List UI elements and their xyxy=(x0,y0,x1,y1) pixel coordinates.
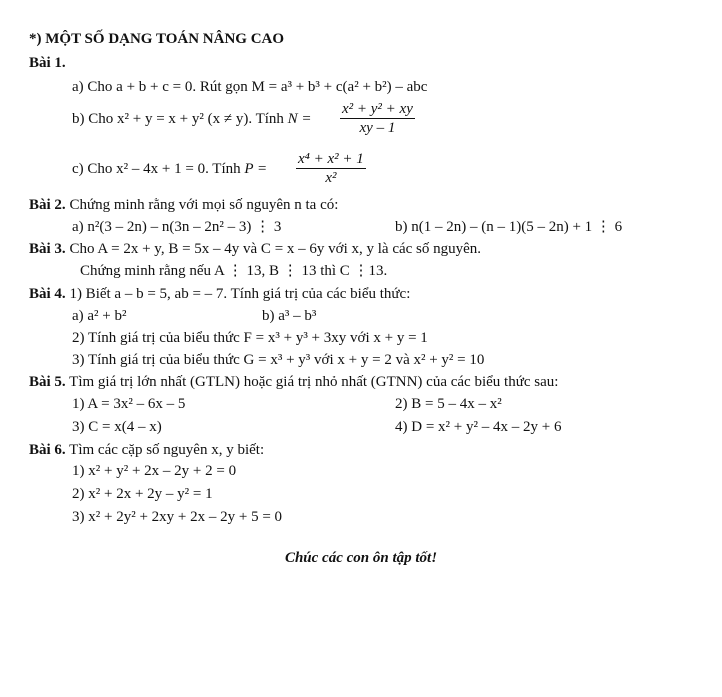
bai2-intro xyxy=(29,196,338,214)
fraction-p-numerator: x⁴ + x² + 1 xyxy=(298,151,364,167)
bai5-q3: 3) C = x(4 – x) xyxy=(72,419,162,435)
bai2-part-a: a) n²(3 – 2n) – n(3n – 2n² – 3) ⋮ 3 xyxy=(72,219,282,235)
bai6-q3: 3) x² + 2y² + 2xy + 2x – 2y + 5 = 0 xyxy=(72,509,283,525)
bai4-text: 1) Biết a – b = 5, ab = – 7. Tính giá trị của các biểu thức: xyxy=(69,286,411,302)
bai1-part-b-text: b) Cho x² + y = x + y² (x ≠ y). Tính xyxy=(72,111,284,127)
bai4-title: Bài 4. xyxy=(29,286,66,302)
bai5-q2: 2) B = 5 – 4x – x² xyxy=(395,396,502,412)
bai5-text: Tìm giá trị lớn nhất (GTLN) hoặc giá trị nhỏ nhất (GTNN) của các biểu thức sau: xyxy=(69,374,559,390)
bai2-text: Chứng minh rằng với mọi số nguyên n ta có: xyxy=(69,197,339,213)
bai3-text2: Chứng minh rằng nếu A ⋮ 13, B ⋮ 13 thì C ⋮13. xyxy=(80,263,388,279)
bai5-title: Bài 5. xyxy=(29,374,66,390)
bai2-part-b: b) n(1 – 2n) – (n – 1)(5 – 2n) + 1 ⋮ 6 xyxy=(395,219,623,235)
bai2-title: Bài 2. xyxy=(29,197,66,213)
bai4-q3: 3) Tính giá trị của biểu thức G = x³ + y³ với x + y = 2 và x² + y² = 10 xyxy=(72,352,485,368)
bai1-part-c-text: c) Cho x² – 4x + 1 = 0. Tính xyxy=(72,161,241,177)
bai4-q2: 2) Tính giá trị của biểu thức F = x³ + y³ + 3xy với x + y = 1 xyxy=(72,330,428,346)
bai1-part-a: a) Cho a + b + c = 0. Rút gọn M = a³ + b³ + c(a² + b²) – abc xyxy=(72,79,428,95)
bai6-intro xyxy=(29,441,264,459)
bai3-title: Bài 3. xyxy=(29,241,66,257)
bai1-part-c-lhs: P = xyxy=(244,161,268,177)
bai4-intro xyxy=(29,285,410,303)
bai5-q4: 4) D = x² + y² – 4x – 2y + 6 xyxy=(395,419,562,435)
bai6-title: Bài 6. xyxy=(29,442,66,458)
bai1-fraction-n xyxy=(340,100,415,137)
closing-message: Chúc các con ôn tập tốt! xyxy=(284,550,438,566)
bai3-text: Cho A = 2x + y, B = 5x – 4y và C = x – 6y với x, y là các số nguyên. xyxy=(69,241,482,257)
bai6-text: Tìm các cặp số nguyên x, y biết: xyxy=(69,442,265,458)
fraction-n-numerator: x² + y² + xy xyxy=(342,101,413,117)
bai1-fraction-p xyxy=(296,150,366,187)
bai1-part-c xyxy=(72,160,267,178)
fraction-p-denominator: x² xyxy=(325,170,337,186)
bai6-q1: 1) x² + y² + 2x – 2y + 2 = 0 xyxy=(72,463,237,479)
bai5-q1: 1) A = 3x² – 6x – 5 xyxy=(72,396,186,412)
bai1-title: Bài 1. xyxy=(29,55,66,71)
page-heading: *) MỘT SỐ DẠNG TOÁN NÂNG CAO xyxy=(29,31,285,47)
bai1-part-b xyxy=(72,110,312,128)
fraction-n-denominator: xy – 1 xyxy=(359,120,396,136)
bai1-part-b-lhs: N = xyxy=(287,111,312,127)
bai4-part-a: a) a² + b² xyxy=(72,308,127,324)
bai6-q2: 2) x² + 2x + 2y – y² = 1 xyxy=(72,486,213,502)
bai4-part-b: b) a³ – b³ xyxy=(262,308,317,324)
bai3-intro xyxy=(29,240,481,258)
bai5-intro xyxy=(29,373,558,391)
